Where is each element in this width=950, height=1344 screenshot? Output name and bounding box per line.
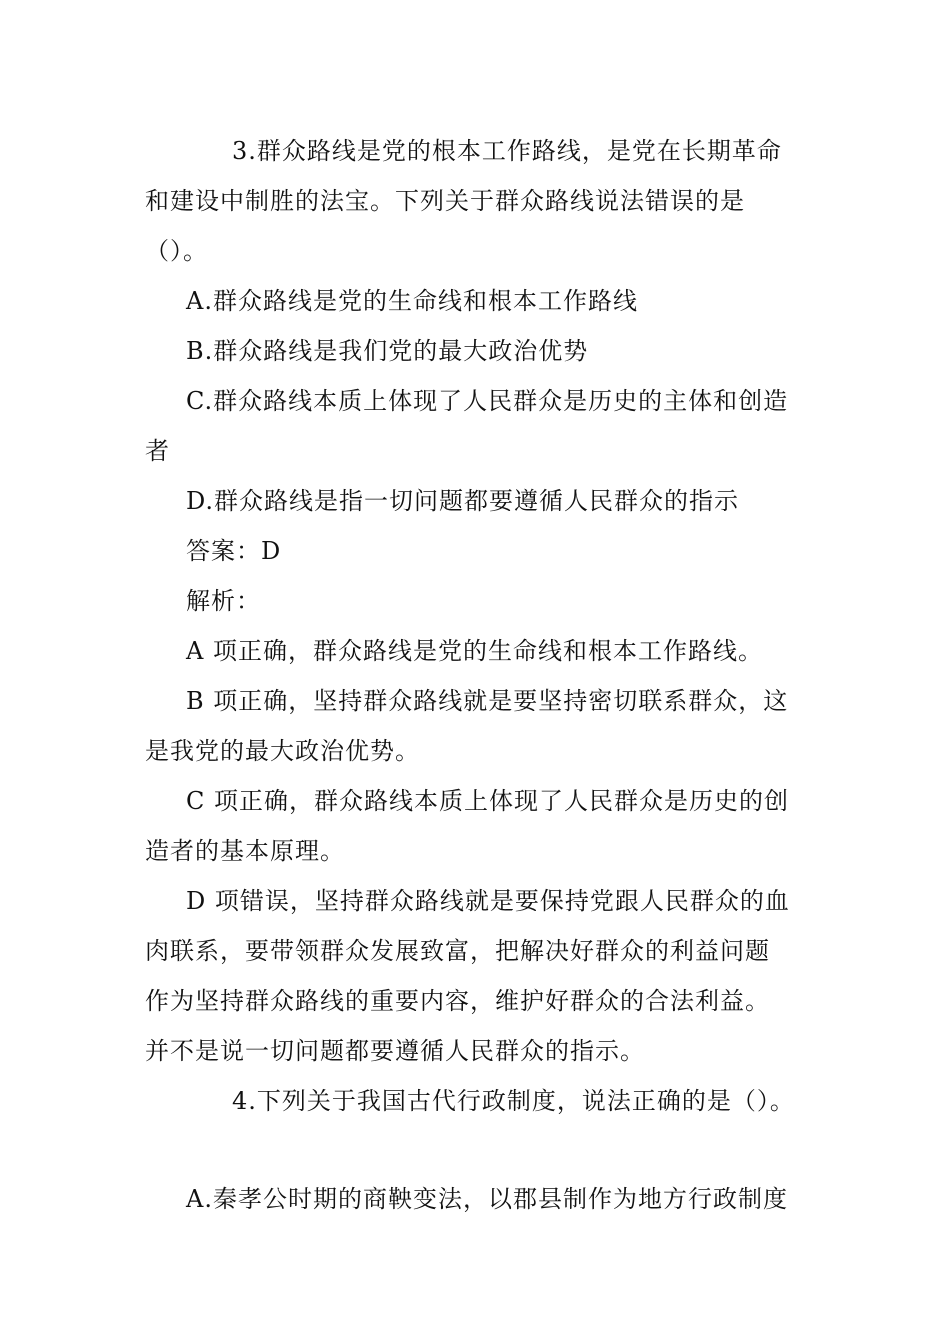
question-3-option-c-line-1: C.群众路线本质上体现了人民群众是历史的主体和创造	[186, 387, 789, 415]
question-4-stem: 4.下列关于我国古代行政制度，说法正确的是（）。	[232, 1087, 795, 1115]
question-3-analysis-d-line-1: D 项错误，坚持群众路线就是要保持党跟人民群众的血	[186, 887, 790, 915]
question-4-option-a: A.秦孝公时期的商鞅变法，以郡县制作为地方行政制度	[186, 1185, 788, 1213]
question-3-analysis-d-line-4: 并不是说一切问题都要遵循人民群众的指示。	[145, 1037, 645, 1065]
question-3-stem-line-1: 3.群众路线是党的根本工作路线，是党在长期革命	[232, 137, 782, 165]
question-3-option-b: B.群众路线是我们党的最大政治优势	[186, 337, 589, 365]
question-3-analysis-b-line-1: B 项正确，坚持群众路线就是要坚持密切联系群众，这	[186, 687, 789, 715]
question-3-stem-line-3: （）。	[145, 237, 208, 265]
question-3-analysis-c-line-1: C 项正确，群众路线本质上体现了人民群众是历史的创	[186, 787, 789, 815]
question-3-analysis-a: A 项正确，群众路线是党的生命线和根本工作路线。	[186, 637, 763, 665]
question-3-analysis-d-line-2: 肉联系，要带领群众发展致富，把解决好群众的利益问题	[145, 937, 770, 965]
question-3-answer: 答案：D	[186, 537, 282, 565]
question-3-analysis-c-line-2: 造者的基本原理。	[145, 837, 345, 865]
question-3-analysis-label: 解析：	[186, 587, 261, 615]
question-3-analysis-d-line-3: 作为坚持群众路线的重要内容，维护好群众的合法利益。	[145, 987, 770, 1015]
question-3-stem-line-2: 和建设中制胜的法宝。下列关于群众路线说法错误的是	[145, 187, 745, 215]
question-3-option-a: A.群众路线是党的生命线和根本工作路线	[186, 287, 638, 315]
question-3-option-c-line-2: 者	[145, 437, 170, 465]
question-3-option-d: D.群众路线是指一切问题都要遵循人民群众的指示	[186, 487, 740, 515]
question-3-analysis-b-line-2: 是我党的最大政治优势。	[145, 737, 420, 765]
